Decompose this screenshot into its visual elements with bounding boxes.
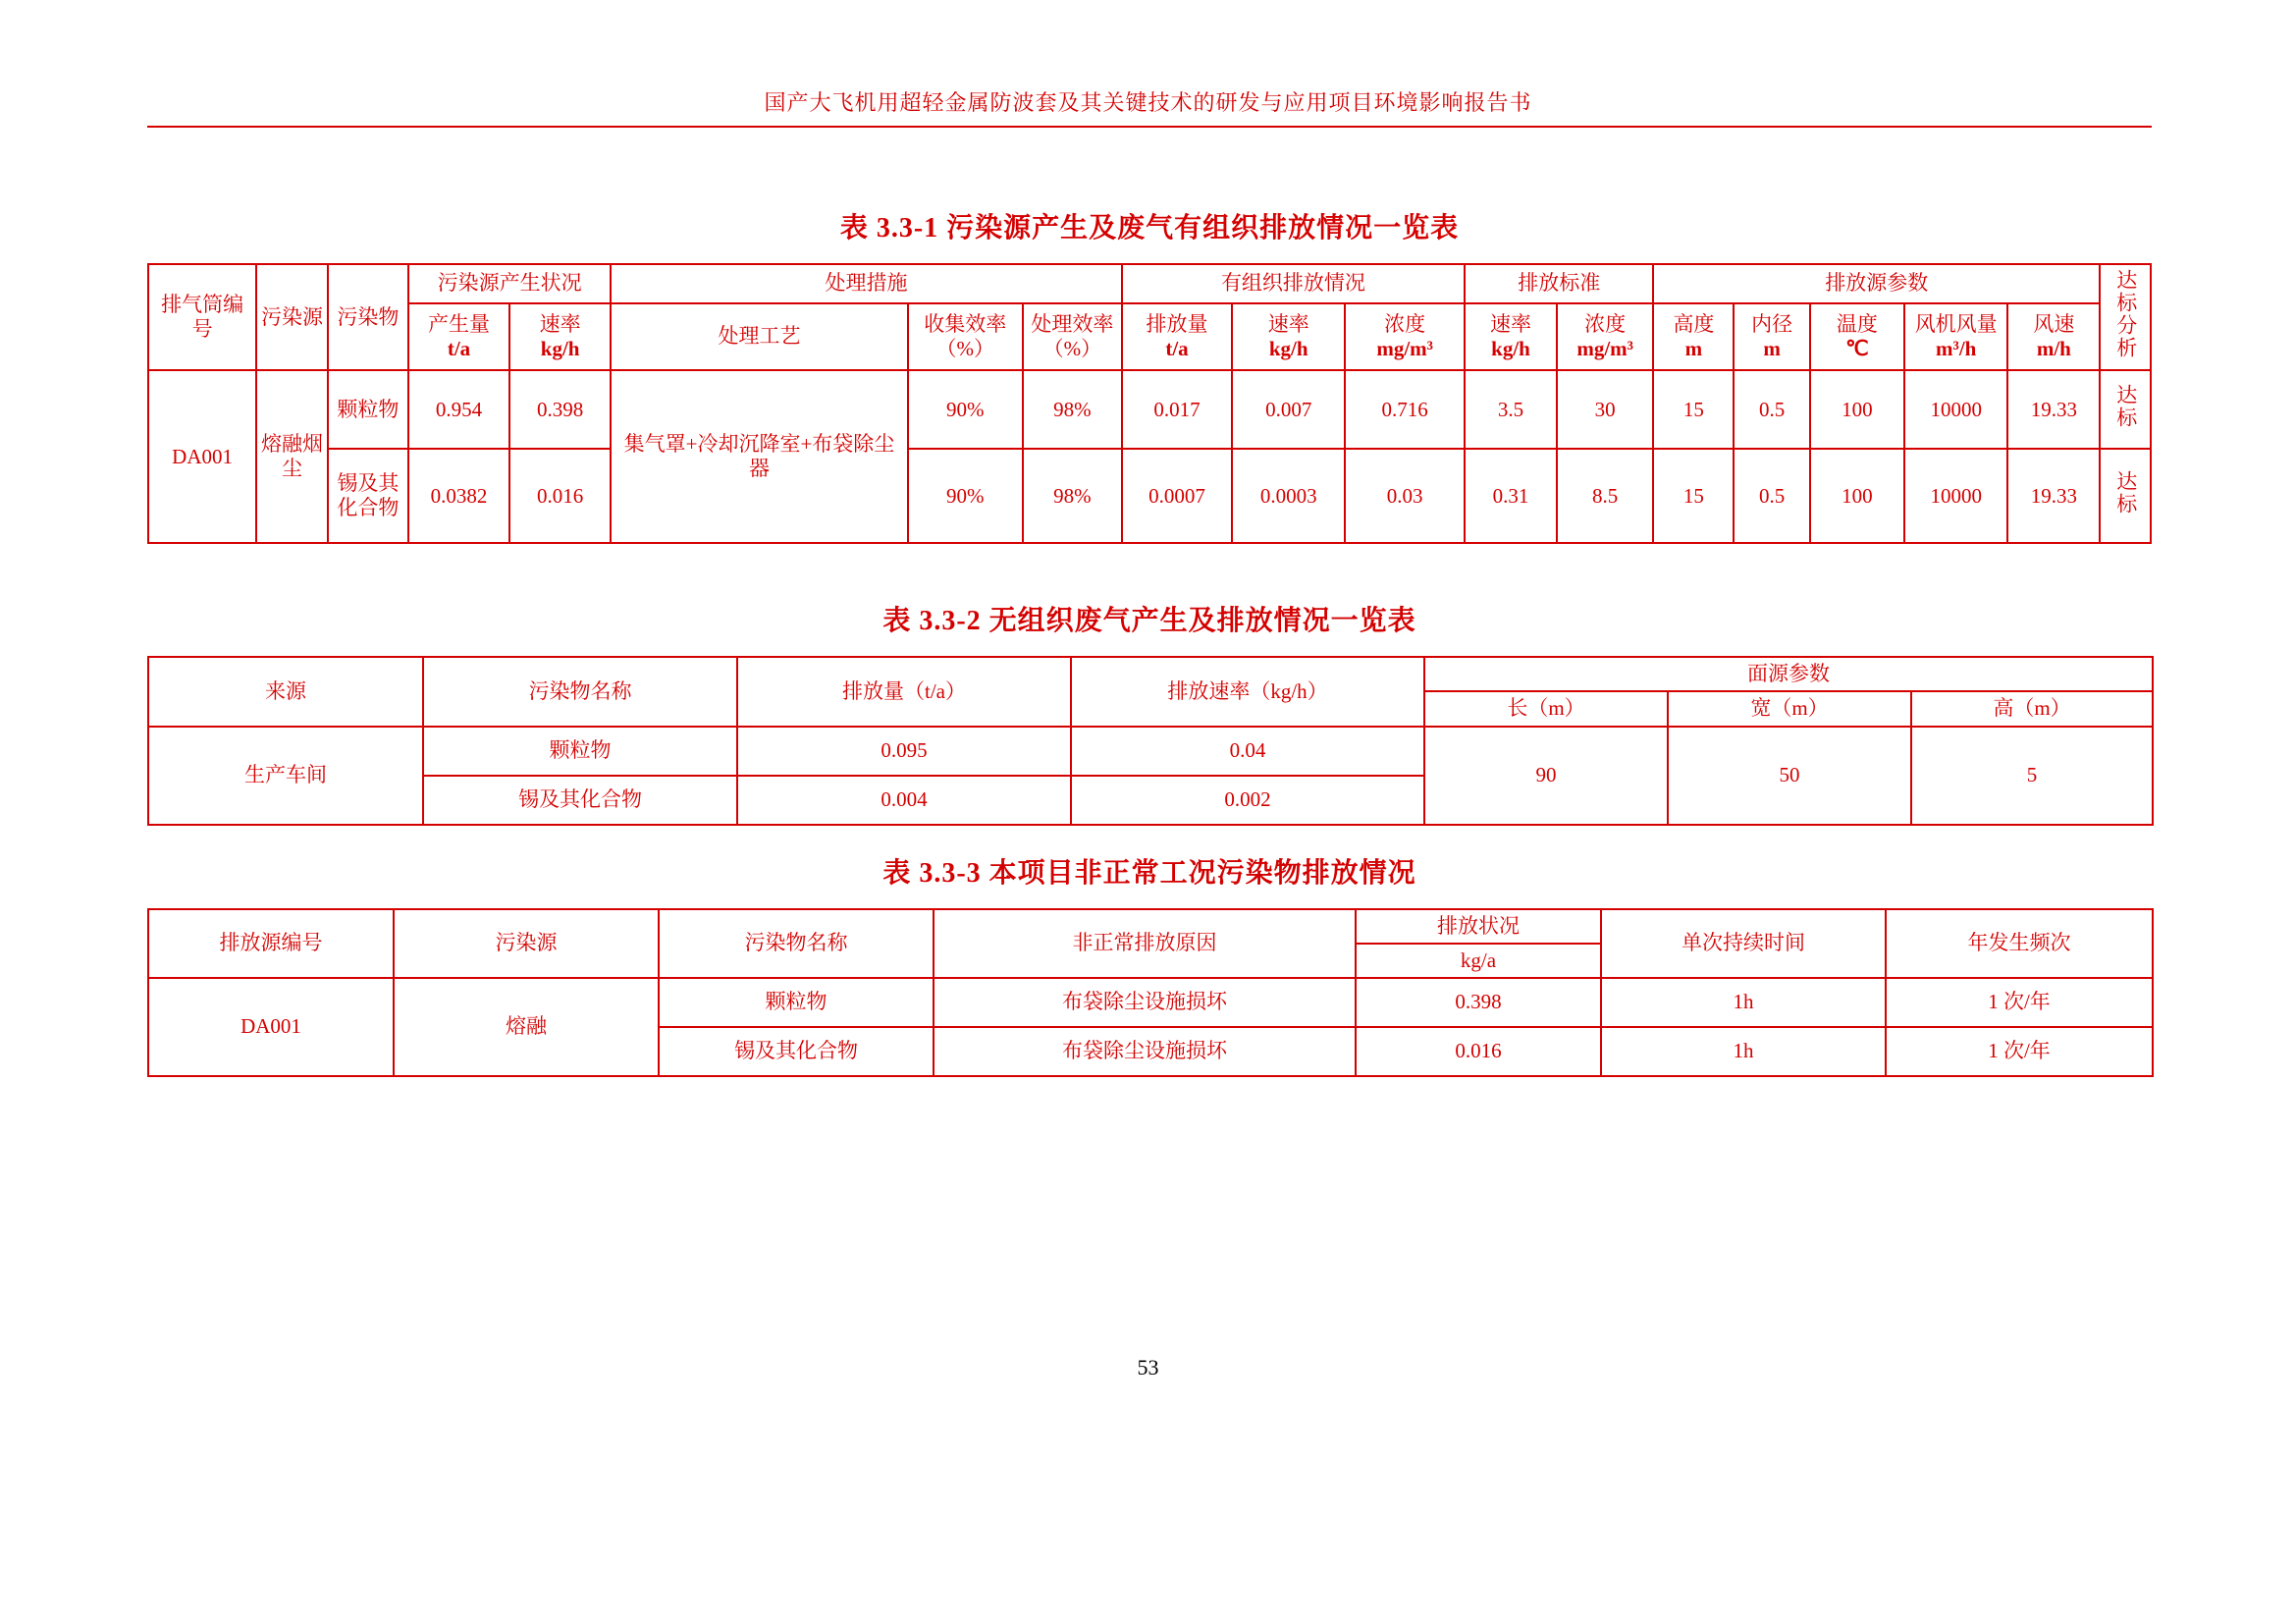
- th-pollution-source: 污染源: [394, 909, 659, 978]
- table2-title: 表 3.3-2 无组织废气产生及排放情况一览表: [882, 606, 1416, 637]
- th-height: 高（m）: [1911, 691, 2153, 726]
- th-temperature: 温度 ℃: [1810, 303, 1904, 370]
- cell-emit-rate: 0.007: [1232, 370, 1345, 449]
- cell-width: 50: [1668, 727, 1911, 825]
- page-number: 53: [1137, 1355, 1159, 1380]
- th-emit-amount: 排放量 t/a: [1122, 303, 1233, 370]
- cell-source-no: DA001: [148, 978, 394, 1076]
- th-width: 宽（m）: [1668, 691, 1911, 726]
- cell-emit-amount: 0.0007: [1122, 449, 1233, 543]
- table-3-3-2: [147, 656, 2154, 825]
- cell-treat-eff: 98%: [1023, 370, 1122, 449]
- table-row: [148, 370, 2151, 449]
- cell-compliance: 达标: [2100, 449, 2151, 543]
- table-3-3-3: [147, 908, 2154, 1077]
- th-height: 高度 m: [1653, 303, 1734, 370]
- th-collect-eff: 收集效率 （%）: [908, 303, 1023, 370]
- th-fan-flow: 风机风量 m³/h: [1904, 303, 2008, 370]
- cell-source: 生产车间: [148, 727, 423, 825]
- table-row: [148, 909, 2153, 944]
- th-emission-standard: 排放标准: [1465, 264, 1653, 303]
- cell-diameter: 0.5: [1734, 449, 1809, 543]
- cell-pollutant: 锡及其化合物: [328, 449, 408, 543]
- cell-abnormal-reason: 布袋除尘设施损坏: [934, 978, 1356, 1027]
- header-divider: [147, 126, 2152, 128]
- cell-pollution-source: 熔融烟尘: [256, 370, 328, 543]
- cell-emission-status: 0.016: [1356, 1027, 1601, 1076]
- th-treat-eff: 处理效率 （%）: [1023, 303, 1122, 370]
- th-organized-emission: 有组织排放情况: [1122, 264, 1465, 303]
- th-pollutant: 污染物: [328, 264, 408, 370]
- cell-std-conc: 30: [1557, 370, 1653, 449]
- cell-height: 15: [1653, 449, 1734, 543]
- th-annual-frequency: 年发生频次: [1886, 909, 2153, 978]
- cell-std-conc: 8.5: [1557, 449, 1653, 543]
- cell-stack-no: DA001: [148, 370, 256, 543]
- table-row: [148, 657, 2153, 691]
- th-source-parameters: 排放源参数: [1653, 264, 2100, 303]
- cell-std-rate: 3.5: [1465, 370, 1557, 449]
- th-emission-status-unit: kg/a: [1356, 944, 1601, 978]
- th-single-duration: 单次持续时间: [1601, 909, 1886, 978]
- table1-title: 表 3.3-1 污染源产生及废气有组织排放情况一览表: [839, 213, 1460, 244]
- cell-emit-rate: 0.002: [1071, 776, 1424, 825]
- th-source: 来源: [148, 657, 423, 726]
- th-emit-rate: 排放速率（kg/h）: [1071, 657, 1424, 726]
- cell-emit-rate: 0.04: [1071, 727, 1424, 776]
- cell-emission-status: 0.398: [1356, 978, 1601, 1027]
- cell-temperature: 100: [1810, 370, 1904, 449]
- th-diameter: 内径 m: [1734, 303, 1809, 370]
- cell-single-duration: 1h: [1601, 978, 1886, 1027]
- cell-collect-eff: 90%: [908, 449, 1023, 543]
- cell-collect-eff: 90%: [908, 370, 1023, 449]
- cell-single-duration: 1h: [1601, 1027, 1886, 1076]
- table-row: [148, 449, 2151, 543]
- cell-emit-amount: 0.017: [1122, 370, 1233, 449]
- cell-diameter: 0.5: [1734, 370, 1809, 449]
- running-header: 国产大飞机用超轻金属防波套及其关键技术的研发与应用项目环境影响报告书: [764, 90, 1532, 115]
- cell-std-rate: 0.31: [1465, 449, 1557, 543]
- cell-gen-amount: 0.0382: [408, 449, 509, 543]
- th-gen-rate: 速率 kg/h: [509, 303, 611, 370]
- table-3-3-1: [147, 263, 2152, 544]
- th-source-no: 排放源编号: [148, 909, 394, 978]
- th-compliance: [2100, 264, 2151, 370]
- th-concentration: 浓度 mg/m³: [1345, 303, 1465, 370]
- th-stack-no: 排气筒编号: [148, 264, 256, 370]
- table3-title: 表 3.3-3 本项目非正常工况污染物排放情况: [882, 857, 1416, 889]
- th-gen-amount: 产生量 t/a: [408, 303, 509, 370]
- cell-treat-eff: 98%: [1023, 449, 1122, 543]
- cell-height: 5: [1911, 727, 2153, 825]
- cell-pollutant: 颗粒物: [328, 370, 408, 449]
- cell-compliance: 达标: [2100, 370, 2151, 449]
- table-row: [148, 303, 2151, 370]
- th-pollutant-name: 污染物名称: [659, 909, 934, 978]
- cell-gen-amount: 0.954: [408, 370, 509, 449]
- cell-pollution-source: 熔融: [394, 978, 659, 1076]
- table-row: [148, 727, 2153, 776]
- th-emit-amount: 排放量（t/a）: [737, 657, 1071, 726]
- cell-wind-speed: 19.33: [2007, 370, 2100, 449]
- table-row: [148, 978, 2153, 1027]
- cell-length: 90: [1424, 727, 1668, 825]
- cell-wind-speed: 19.33: [2007, 449, 2100, 543]
- cell-emit-amount: 0.004: [737, 776, 1071, 825]
- cell-pollutant-name: 锡及其化合物: [659, 1027, 934, 1076]
- cell-emit-amount: 0.095: [737, 727, 1071, 776]
- th-pollutant-name: 污染物名称: [423, 657, 737, 726]
- cell-concentration: 0.03: [1345, 449, 1465, 543]
- th-compliance-label: 达标分析: [2113, 269, 2138, 359]
- page-content: [147, 206, 2152, 1077]
- cell-concentration: 0.716: [1345, 370, 1465, 449]
- cell-process: 集气罩+冷却沉降室+布袋除尘器: [611, 370, 907, 543]
- cell-height: 15: [1653, 370, 1734, 449]
- cell-fan-flow: 10000: [1904, 370, 2008, 449]
- cell-annual-frequency: 1 次/年: [1886, 978, 2153, 1027]
- th-emit-rate: 速率 kg/h: [1232, 303, 1345, 370]
- cell-temperature: 100: [1810, 449, 1904, 543]
- th-abnormal-reason: 非正常排放原因: [934, 909, 1356, 978]
- th-generation-status: 污染源产生状况: [408, 264, 611, 303]
- cell-pollutant-name: 锡及其化合物: [423, 776, 737, 825]
- th-std-rate: 速率 kg/h: [1465, 303, 1557, 370]
- th-process: 处理工艺: [611, 303, 907, 370]
- cell-gen-rate: 0.398: [509, 370, 611, 449]
- cell-fan-flow: 10000: [1904, 449, 2008, 543]
- th-pollution-source: 污染源: [256, 264, 328, 370]
- cell-pollutant-name: 颗粒物: [659, 978, 934, 1027]
- cell-emit-rate: 0.0003: [1232, 449, 1345, 543]
- th-std-conc: 浓度 mg/m³: [1557, 303, 1653, 370]
- cell-annual-frequency: 1 次/年: [1886, 1027, 2153, 1076]
- cell-pollutant-name: 颗粒物: [423, 727, 737, 776]
- th-emission-status: 排放状况: [1356, 909, 1601, 944]
- table-row: [148, 264, 2151, 303]
- th-length: 长（m）: [1424, 691, 1668, 726]
- th-area-params: 面源参数: [1424, 657, 2153, 691]
- th-treatment-measures: 处理措施: [611, 264, 1122, 303]
- th-wind-speed: 风速 m/h: [2007, 303, 2100, 370]
- cell-abnormal-reason: 布袋除尘设施损坏: [934, 1027, 1356, 1076]
- cell-gen-rate: 0.016: [509, 449, 611, 543]
